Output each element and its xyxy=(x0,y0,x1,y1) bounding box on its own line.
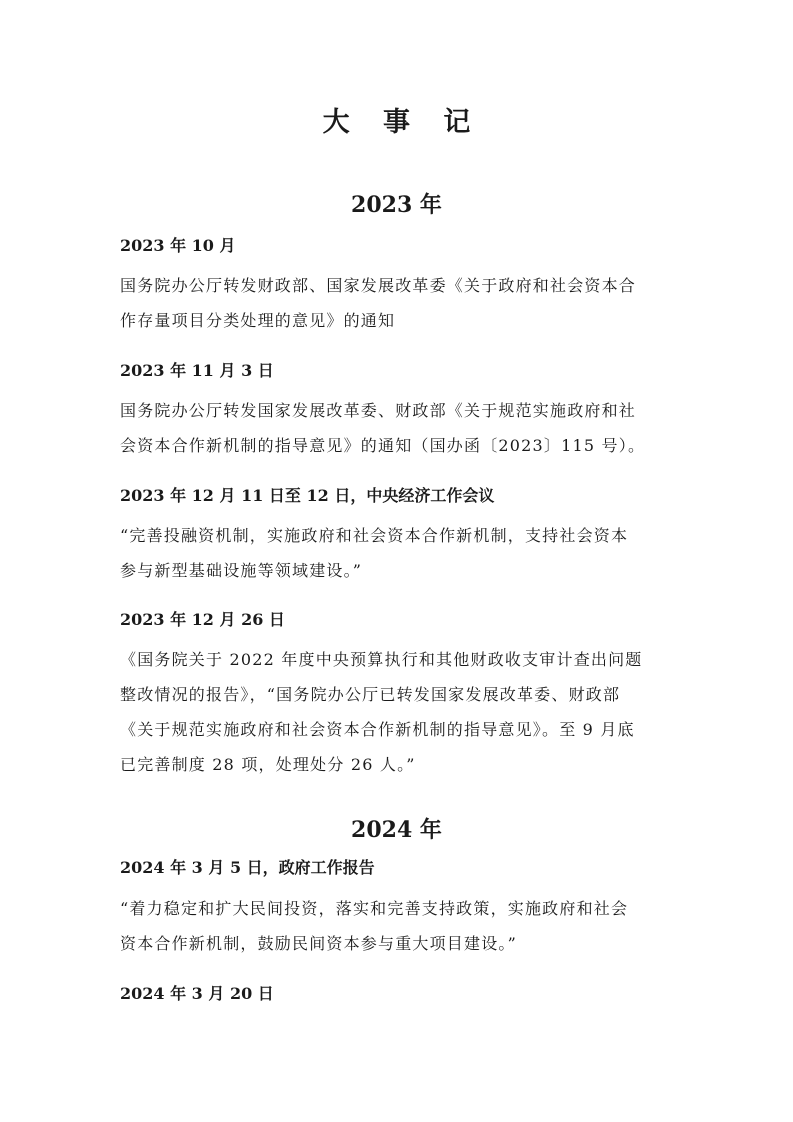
entry-body-line: “完善投融资机制，实施政府和社会资本合作新机制，支持社会资本 xyxy=(120,526,629,545)
year-heading-2023: 2023 年 xyxy=(351,192,442,218)
document-title: 大 事 记 xyxy=(322,107,483,138)
entry-body-2024-3-5 xyxy=(120,891,680,961)
entry-body-2023-11-3 xyxy=(120,393,680,463)
entry-body-line: 参与新型基础设施等领域建设。” xyxy=(120,561,363,580)
entry-body-line: 《关于规范实施政府和社会资本合作新机制的指导意见》。至 9 月底 xyxy=(120,720,635,739)
entry-date-2023-10: 2023 年 10 月 xyxy=(120,236,236,255)
entry-body-line: 国务院办公厅转发财政部、国家发展改革委《关于政府和社会资本合 xyxy=(120,276,637,295)
entry-body-line: 《国务院关于 2022 年度中央预算执行和其他财政收支审计查出问题 xyxy=(120,650,643,669)
entry-body-line: 国务院办公厅转发国家发展改革委、财政部《关于规范实施政府和社 xyxy=(120,401,637,420)
entry-body-2023-10 xyxy=(120,268,680,338)
entry-date-2024-3-5: 2024 年 3 月 5 日，政府工作报告 xyxy=(120,858,375,877)
entry-body-2023-12-11 xyxy=(120,518,680,588)
entry-body-line: 已完善制度 28 项，处理处分 26 人。” xyxy=(120,755,416,774)
entry-date-2023-11-3: 2023 年 11 月 3 日 xyxy=(120,361,274,380)
entry-body-line: 整改情况的报告》，“国务院办公厅已转发国家发展改革委、财政部 xyxy=(120,685,621,704)
entry-body-line: 资本合作新机制，鼓励民间资本参与重大项目建设。” xyxy=(120,934,517,953)
year-heading-2024: 2024 年 xyxy=(351,817,442,843)
entry-body-line: 会资本合作新机制的指导意见》的通知（国办函〔2023〕115 号）。 xyxy=(120,436,646,455)
entry-date-2023-12-26: 2023 年 12 月 26 日 xyxy=(120,610,285,629)
entry-body-line: 作存量项目分类处理的意见》的通知 xyxy=(120,311,396,330)
entry-date-2023-12-11: 2023 年 12 月 11 日至 12 日，中央经济工作会议 xyxy=(120,486,495,505)
entry-body-2023-12-26 xyxy=(120,642,680,782)
entry-date-2024-3-20: 2024 年 3 月 20 日 xyxy=(120,984,274,1003)
entry-body-line: “着力稳定和扩大民间投资，落实和完善支持政策，实施政府和社会 xyxy=(120,899,629,918)
